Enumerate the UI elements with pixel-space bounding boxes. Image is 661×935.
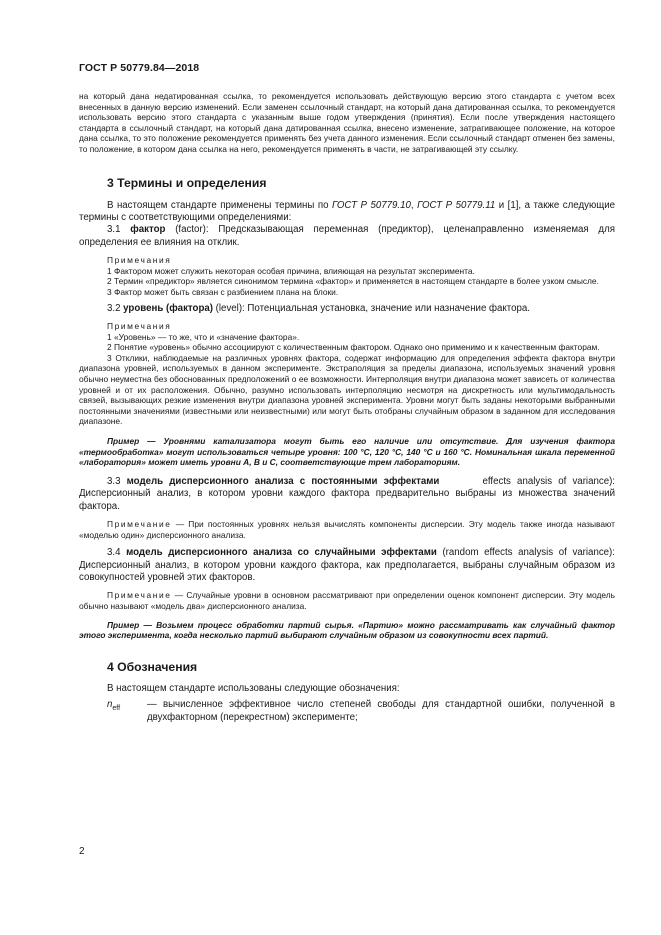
symbol-notation: $n_{eff}$ [107, 699, 121, 713]
notes-label-3-2: Примечания [107, 320, 172, 331]
ref-gost-50779-10: ГОСТ Р 50779.10 [331, 199, 411, 211]
note-3-2-1: 1 «Уровень» — то же, что и «значение фактора». [107, 331, 300, 342]
section-4-title: 4 Обозначения [107, 659, 198, 674]
note-3-1-3: 3 Фактор может быть связан с разбиением плана на блоки. [107, 286, 339, 297]
symbol-definition: — вычисленное эффективное число степеней свободы для стандартной ошибки, полученной в двухфакторном (перекрестном) эксперименте; [147, 699, 615, 723]
section-3-intro: В настоящем стандарте применены термины по ГОСТ Р 50779.10, ГОСТ Р 50779.11 и [1], а также следующие термины с соответствующими определениями: [79, 199, 615, 223]
term-3-1: 3.1 фактор (factor): Предсказывающая переменная (предиктор), целенаправленно изменяемая для определения ее влияния на отклик. [79, 224, 615, 248]
note-3-4: Примечание — Случайные уровни в основном рассматривают при определении оценок компонент дисперсии. Эту модель обычно называют «модель два» дисперсионного анализа. [79, 590, 615, 611]
note-3-1-2: 2 Термин «предиктор» является синонимом термина «фактор» и применяется в настоящем стандарте в более узком смысле. [107, 276, 599, 287]
term-3-1-name: фактор [130, 224, 166, 236]
term-3-4: 3.4 модель дисперсионного анализа со случайными эффектами (random effects analysis of variance): Дисперсионный анализ, в котором уровни каждого фактора, как предполагается, выбраны случайным образом из совокупностей уровней этих факторов. [79, 547, 615, 583]
intro-paragraph: на который дана недатированная ссылка, то рекомендуется использовать действующую версию этого стандарта с учетом всех внесенных в данную версию изменений. Если заменен ссылочный стандарт, на который дана датированная ссылка, то рекомендуется использовать версию этого стандарта с указанным выше годом утверждения (принятия). Если после утверждения настоящего стандарта в ссылочный стандарт, на который дана датированная ссылка, внесено изменение, затрагивающее положение, на которое дана ссылка, то это положение рекомендуется применять без учета данного изменения. Если ссылочный стандарт отменен без замены, то положение, в котором дана ссылка на него, рекомендуется применять в части, не затрагивающей эту ссылку. [79, 91, 615, 154]
section-4-intro: В настоящем стандарте использованы следующие обозначения: [107, 682, 400, 694]
notes-label-3-1: Примечания [107, 255, 172, 266]
note-3-3: Примечание — При постоянных уровнях нельзя вычислять компоненты дисперсии. Эту модель также иногда называют «моделью один» дисперсионного анализа. [79, 518, 615, 540]
term-3-2: 3.2 уровень (фактора) (level): Потенциальная установка, значение или назначение фактора. [107, 302, 530, 314]
term-3-3-name: модель дисперсионного анализа с постоянными эффектами [126, 475, 440, 487]
page-number: 2 [79, 846, 85, 857]
term-3-2-name: уровень (фактора) [123, 302, 213, 314]
example-1: Пример — Уровнями катализатора могут быть его наличие или отсутствие. Для изучения фактора «термообработка» могут использоваться четыре уровня: 100 °С, 120 °С, 140 °С и 160 °С. Номинальная шкала переменной «лаборатория» может иметь уровни А, В и С, соответствующие трем лабораториям. [79, 435, 615, 468]
term-3-3: 3.3 модель дисперсионного анализа с постоянными эффектами effects analysis of variance): Дисперсионный анализ, в котором уровни каждого фактора предварительно выбраны из множества значений фактора. [79, 475, 618, 512]
symbol-n-eff [79, 699, 615, 724]
example-2: Пример — Возьмем процесс обработки партий сырья. «Партию» можно рассматривать как случайный фактор этого эксперимента, когда несколько партий выбирают случайным образом из совокупности всех партий. [79, 619, 615, 641]
page-content [79, 91, 618, 724]
note-3-2-3: 3 Отклики, наблюдаемые на различных уровнях фактора, содержат информацию для определения эффекта фактора внутри диапазона уровней, используемых в данном эксперименте. Экстраполяция за пределы диапазона, используемых значений уровня обычно неуместна без обоснованных предположений о ее возможности. Интерполяция внутри диапазона может зависеть от количества уровней и от их расположения. Обычно, разумно использовать интерполяцию несмотря на дискретность или мультимодальность связей, вызывающих резкие изменения внутри диапазона уровней эксперимента. Уровни могут быть заданы некоторыми выбранными постоянными значениями (известными или неизвестными) или могут быть отобраны случайным образом в заданном для исследования диапазоне. [79, 352, 615, 427]
note-label-3-4: Примечание [107, 590, 172, 601]
note-3-2-2: 2 Понятие «уровень» обычно ассоциируют с количественным фактором. Однако оно применимо и к качественным факторам. [107, 342, 600, 353]
term-3-4-name: модель дисперсионного анализа со случайными эффектами [126, 547, 437, 559]
note-label-3-3: Примечание [107, 518, 172, 529]
standard-header: ГОСТ Р 50779.84—2018 [79, 62, 200, 74]
section-3-title: 3 Термины и определения [107, 175, 267, 190]
ref-gost-50779-11: ГОСТ Р 50779.11 [417, 199, 496, 211]
note-3-1-1: 1 Фактором может служить некоторая особая причина, влияющая на результат эксперимента. [107, 265, 475, 276]
